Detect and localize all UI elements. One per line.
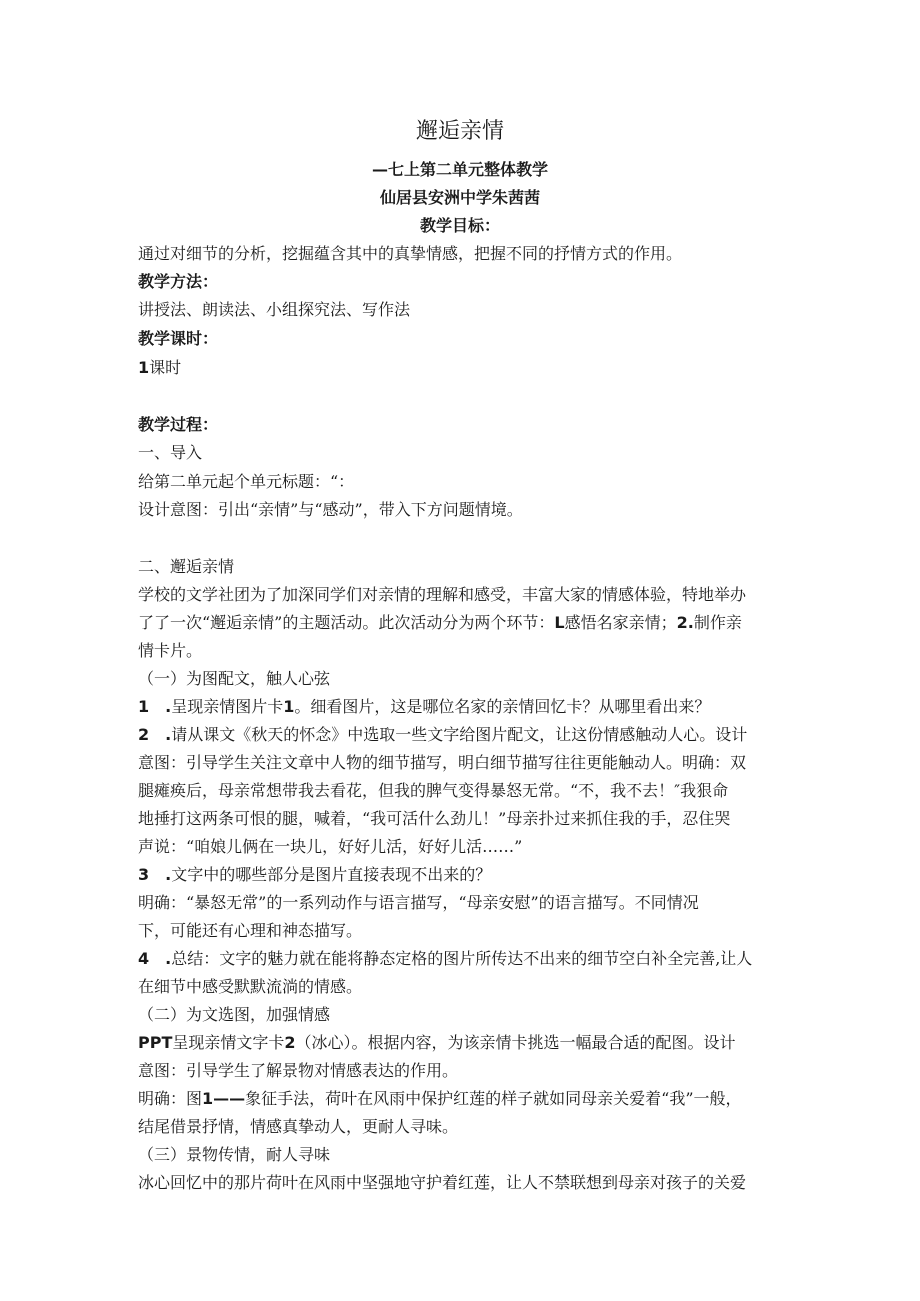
text-span: 2. (676, 613, 694, 632)
section1-q2-line4: 地捶打这两条可恨的腿，喊着，“我可活什么劲儿！”母亲扑过来抓住我的手，忍住哭 (138, 809, 731, 828)
section1-q2-line1 (138, 723, 788, 747)
section3-line1: 冰心回忆中的那片荷叶在风雨中坚强地守护着红莲，让人不禁联想到母亲对孩子的关爱 (138, 1173, 747, 1192)
section2-line2: 意图：引导学生了解景物对情感表达的作用。 (138, 1061, 459, 1080)
part2-line1: 学校的文学社团为了加深同学们对亲情的理解和感受，丰富大家的情感体验，特地举办 (138, 585, 747, 604)
section2-line1 (138, 1031, 788, 1055)
section1-q3-answer2: 下，可能还有心理和神态描写。 (138, 921, 363, 940)
text-span: 感悟名家亲情； (564, 613, 677, 632)
section1-q4-line1 (138, 947, 788, 971)
text-span: 呈现亲情图片卡 (171, 697, 284, 716)
text-span: 总结：文字的魅力就在能将静态定格的图片所传达不出来的细节空白补全完善,让人 (171, 949, 753, 968)
item-number: 4 . (138, 949, 172, 968)
part1-line2: 设计意图：引出“亲情”与“感动”，带入下方问题情境。 (138, 500, 523, 519)
section1-q4-line2: 在细节中感受默默流淌的情感。 (138, 977, 363, 996)
section1-q2-line5: 声说：“咱娘儿俩在一块儿，好好儿活，好好儿活……” (138, 837, 523, 856)
text-span: 1 (283, 697, 295, 716)
hours-line (138, 356, 788, 380)
text-span: （冰心）。根据内容，为该亲情卡挑选一幅最合适的配图。设计 (295, 1033, 736, 1052)
hours-unit: 课时 (149, 358, 182, 377)
text-span: 请从课文《秋天的怀念》中选取一些文字给图片配文，让这份情感触动人心。设计 (171, 725, 748, 744)
section1-q2-line2: 意图：引导学生关注文章中人物的细节描写，明白细节描写往往更能触动人。明确：双 (138, 753, 747, 772)
document-title: 邂逅亲情 (415, 119, 504, 144)
document-author: 仙居县安洲中学朱茜茜 (379, 188, 540, 207)
section1-q3-answer1: 明确：“暴怒无常”的一系列动作与语言描写，“母亲安慰”的语言描写。不同情况 (138, 893, 699, 912)
methods-heading: 教学方法： (138, 272, 219, 291)
text-span: L (554, 613, 565, 632)
part2-line3: 情卡片。 (138, 641, 203, 660)
section1-q1 (138, 695, 788, 719)
text-span: 文字中的哪些部分是图片直接表现不出来的？ (171, 865, 492, 884)
text-span: 明确：图 (138, 1089, 203, 1108)
text-span: 1—— (202, 1089, 246, 1108)
text-span: 制作亲 (693, 613, 742, 632)
section1-heading: （一）为图配文，触人心弦 (138, 669, 331, 688)
item-number: 3 . (138, 865, 172, 884)
hours-number: 1 (138, 358, 150, 377)
hours-heading: 教学课时： (138, 329, 219, 348)
section3-heading: （三）景物传情，耐人寻味 (138, 1145, 331, 1164)
section1-q2-line3: 腿瘫痪后，母亲常想带我去看花，但我的脾气变得暴怒无常。“不，我不去！″我狠命 (138, 781, 729, 800)
section2-line4: 结尾借景抒情，情感真挚动人，更耐人寻味。 (138, 1117, 459, 1136)
text-span: 。细看图片，这是哪位名家的亲情回忆卡？从哪里看出来？ (294, 697, 711, 716)
methods-text: 讲授法、朗读法、小组探究法、写作法 (138, 300, 411, 319)
text-span: PPT (138, 1033, 173, 1052)
document-subtitle: —七上第二单元整体教学 (371, 160, 548, 179)
item-number: 2 . (138, 725, 172, 744)
goals-text: 通过对细节的分析，挖掘蕴含其中的真挚情感，把握不同的抒情方式的作用。 (138, 244, 683, 263)
section2-heading: （二）为文选图，加强情感 (138, 1005, 331, 1024)
part2-line2 (138, 611, 788, 635)
text-span: 2 (284, 1033, 296, 1052)
part1-line1: 给第二单元起个单元标题：“： (138, 472, 355, 491)
text-span: 象征手法，荷叶在风雨中保护红莲的样子就如同母亲关爱着“我”一般， (245, 1089, 742, 1108)
section1-q3 (138, 863, 788, 887)
text-span: 了了一次“邂逅亲情”的主题活动。此次活动分为两个环节： (138, 613, 555, 632)
item-number: 1 . (138, 697, 172, 716)
process-heading: 教学过程： (138, 415, 219, 434)
part1-heading: 一、导入 (138, 443, 203, 462)
section2-line3 (138, 1087, 788, 1111)
goals-heading: 教学目标： (419, 216, 500, 235)
part2-heading: 二、邂逅亲情 (138, 557, 235, 576)
text-span: 呈现亲情文字卡 (172, 1033, 285, 1052)
